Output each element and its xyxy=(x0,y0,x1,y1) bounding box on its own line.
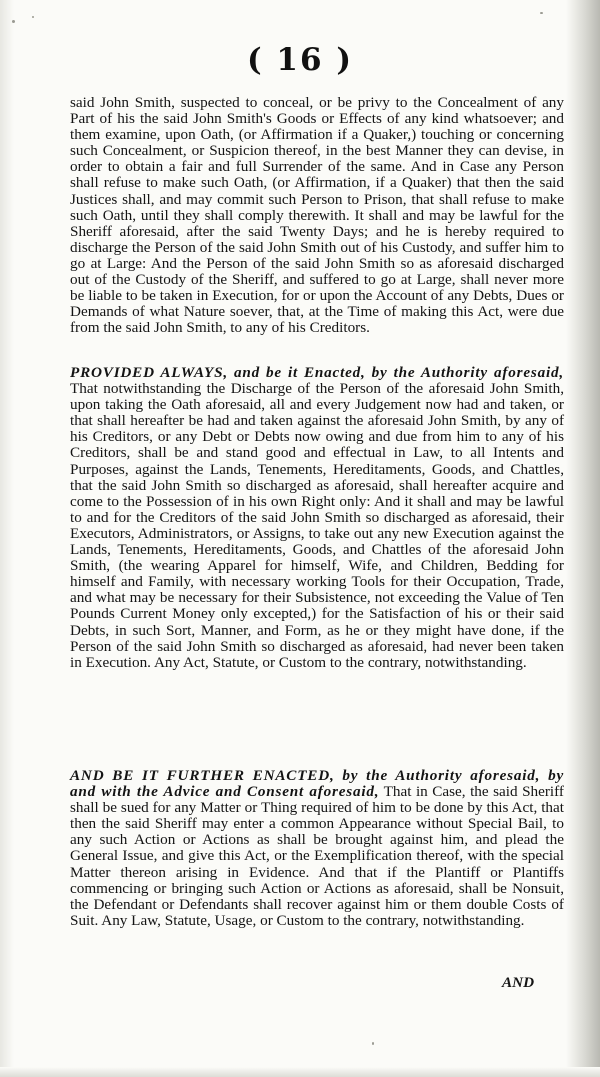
catchword: AND xyxy=(502,974,535,991)
paragraph-3 xyxy=(70,768,564,929)
paragraph-2-lead: PROVIDED ALWAYS, and be it Enacted, by the Authority aforesaid, xyxy=(70,364,564,381)
paper-speck xyxy=(32,16,34,18)
page-left-edge xyxy=(0,0,14,1077)
paragraph-1-body: said John Smith, suspected to conceal, or be privy to the Concealment of any Part of his the said John Smith's Goods or Effects of any kind whatsoever; and them examine, upon Oath, (or Affirmation if a Quaker,) touching or concerning such Concealment, or Suspicion thereof, in the best Manner they can devise, in order to obtain a fair and full Surrender of the same. And in Case any Person shall refuse to make such Oath, (or Affirmation, if a Quaker) that then the said Justices shall, and may commit such Person to Prison, that shall refuse to make such Oath, until they shall comply therewith. It shall and may be lawful for the Sheriff aforesaid, after the said Twenty Days; and he is hereby required to discharge the Person of the said John Smith out of his Custody, and suffer him to go at Large: And the Person of the said John Smith so as aforesaid discharged out of the Custody of the Sheriff, and suffered to go at Large, shall never more be liable to be taken in Execution, for or upon the Account of any Debts, Dues or Demands of what Nature soever, that, at the Time of making this Act, were due from the said John Smith, to any of his Creditors. xyxy=(70,94,564,337)
paragraph-3-body: That in Case, the said Sheriff shall be sued for any Matter or Thing required of him to be done by this Act, that then the said Sheriff may enter a common Appearance without Special Bail, to any such Action or Actions as shall be brought against him, and plead the General Issue, and give this Act, or the Exemplification thereof, with the special Matter thereon arising in Evidence. And that if the Plantiff or Plantiffs commencing or bringing such Action or Actions as aforesaid, shall be Nonsuit, the Defendant or Defendants shall recover against him or them double Costs of Suit. Any Law, Statute, Usage, or Custom to the contrary, notwithstanding. xyxy=(70,783,564,929)
paper-speck xyxy=(372,1042,374,1045)
page-number: ( 16 ) xyxy=(246,42,354,78)
paragraph-3-lead: AND BE IT FURTHER ENACTED, by the Authority aforesaid, by and with the Advice and Consent aforesaid, xyxy=(70,767,564,801)
paper-speck xyxy=(540,12,543,14)
paragraph-1 xyxy=(70,95,564,336)
paragraph-2 xyxy=(70,365,564,671)
page-right-edge-shadow xyxy=(566,0,600,1077)
paragraph-2-body: That notwithstanding the Discharge of the Person of the aforesaid John Smith, upon taking the Oath aforesaid, all and every Judgement now had and taken, or that shall hereafter be had and taken against the aforesaid John Smith, by any of his Creditors, or any Debt or Debts now owing and due from him to any of his Creditors, shall be and stand good and effectual in Law, to all Intents and Purposes, against the Lands, Tenements, Hereditaments, Goods, and Chattles, that the said John Smith so discharged as aforesaid, shall hereafter acquire and come to the Possession of in his own Right only: And it shall and may be lawful to and for the Creditors of the said John Smith so discharged as aforesaid, their Executors, Administrators, or Assigns, to take out any new Execution against the Lands, Tenements, Hereditaments, Goods, and Chattles of the aforesaid John Smith, (the wearing Apparel for himself, Wife, and Children, Bedding for himself and Family, with necessary working Tools for their Occupation, Trade, and what may be necessary for their Subsistence, not exceeding the Value of Ten Pounds Current Money only excepted,) for the Satisfaction of his or their said Debts, in such Sort, Manner, and Form, as he or they might have done, if the Person of the said John Smith so discharged as aforesaid, had never been taken in Execution. Any Act, Statute, or Custom to the contrary, notwithstanding. xyxy=(70,380,564,671)
page-bottom-edge xyxy=(0,1067,600,1077)
paper-speck xyxy=(12,20,15,23)
